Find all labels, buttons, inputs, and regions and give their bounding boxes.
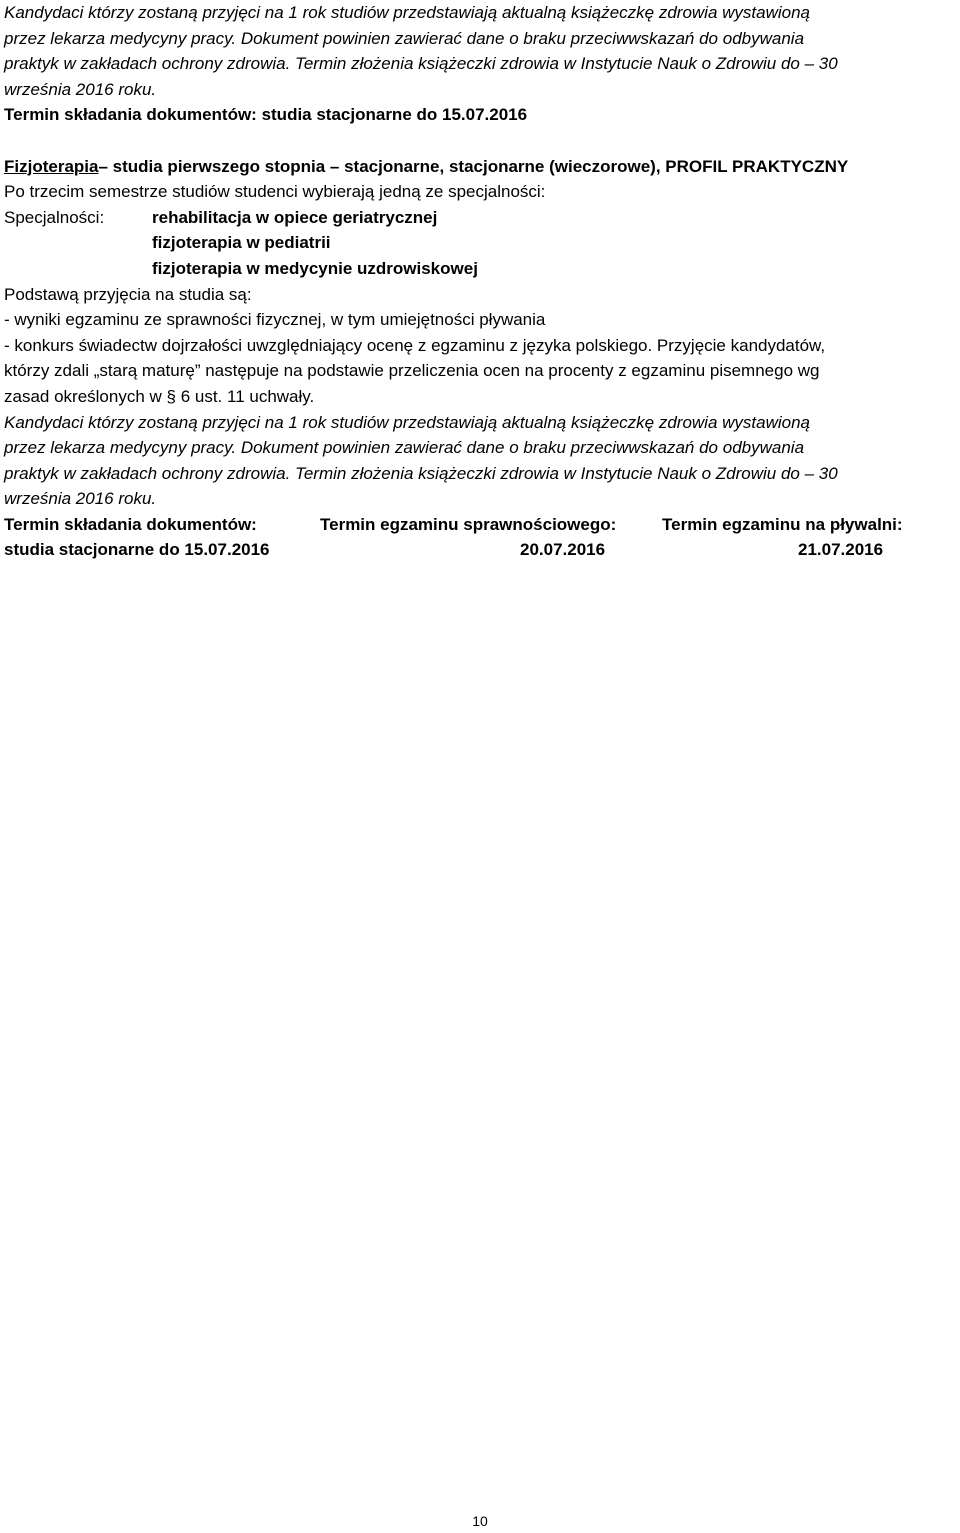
basis-continuation: zasad określonych w § 6 ust. 11 uchwały. xyxy=(4,386,315,406)
top-health-note xyxy=(4,0,956,102)
documents-deadline-label: Termin składania dokumentów: xyxy=(4,514,257,534)
basis-title: Podstawą przyjęcia na studia są: xyxy=(4,284,252,304)
specialization-item: rehabilitacja w opiece geriatrycznej xyxy=(152,207,438,227)
documents-deadline-value: studia stacjonarne do 15.07.2016 xyxy=(4,540,270,560)
health-note-line: Kandydaci którzy zostaną przyjęci na 1 rok studiów przedstawiają aktualną książeczkę zdrowia wystawioną xyxy=(4,412,810,432)
basis-item: - konkurs świadectw dojrzałości uwzględniający ocenę z egzaminu z języka polskiego. Przyjęcie kandydatów, xyxy=(4,335,826,355)
health-note-line: praktyk w zakładach ochrony zdrowia. Termin złożenia książeczki zdrowia w Instytucie Nauk o Zdrowiu do – 30 xyxy=(4,54,838,74)
program-health-note xyxy=(4,410,956,512)
health-note-line: września 2016 roku. xyxy=(4,489,157,509)
document-page xyxy=(4,0,956,563)
spacer xyxy=(4,128,956,154)
fitness-exam-value: 20.07.2016 xyxy=(520,540,606,560)
health-note-line: września 2016 roku. xyxy=(4,79,157,99)
program-title-rest: – studia pierwszego stopnia – stacjonarne, stacjonarne (wieczorowe), PROFIL PRAKTYCZNY xyxy=(98,156,849,176)
program-intro: Po trzecim semestrze studiów studenci wybierają jedną ze specjalności: xyxy=(4,182,546,202)
health-note-line: praktyk w zakładach ochrony zdrowia. Termin złożenia książeczki zdrowia w Instytucie Nauk o Zdrowiu do – 30 xyxy=(4,463,838,483)
program-name: Fizjoterapia xyxy=(4,156,99,176)
fitness-exam-label: Termin egzaminu sprawnościowego: xyxy=(320,514,617,534)
swim-exam-label: Termin egzaminu na pływalni: xyxy=(662,514,903,534)
specialization-item: fizjoterapia w medycynie uzdrowiskowej xyxy=(152,258,478,278)
page-number: 10 xyxy=(472,1513,488,1529)
specializations xyxy=(4,205,956,282)
deadlines-table xyxy=(4,512,956,563)
swim-exam-value: 21.07.2016 xyxy=(798,540,884,560)
health-note-line: przez lekarza medycyny pracy. Dokument powinien zawierać dane o braku przeciwwskazań do odbywania xyxy=(4,28,805,48)
program-title xyxy=(4,154,956,180)
basis-item: - wyniki egzaminu ze sprawności fizycznej, w tym umiejętności pływania xyxy=(4,310,546,330)
specializations-label: Specjalności: xyxy=(4,207,105,227)
basis-continuation: którzy zdali „starą maturę” następuje na podstawie przeliczenia ocen na procenty z egzaminu pisemnego wg xyxy=(4,361,820,381)
top-deadline: Termin składania dokumentów: studia stacjonarne do 15.07.2016 xyxy=(4,105,528,125)
specialization-item: fizjoterapia w pediatrii xyxy=(152,233,331,253)
health-note-line: przez lekarza medycyny pracy. Dokument powinien zawierać dane o braku przeciwwskazań do odbywania xyxy=(4,438,805,458)
health-note-line: Kandydaci którzy zostaną przyjęci na 1 rok studiów przedstawiają aktualną książeczkę zdrowia wystawioną xyxy=(4,3,810,22)
specializations-list xyxy=(152,205,478,282)
